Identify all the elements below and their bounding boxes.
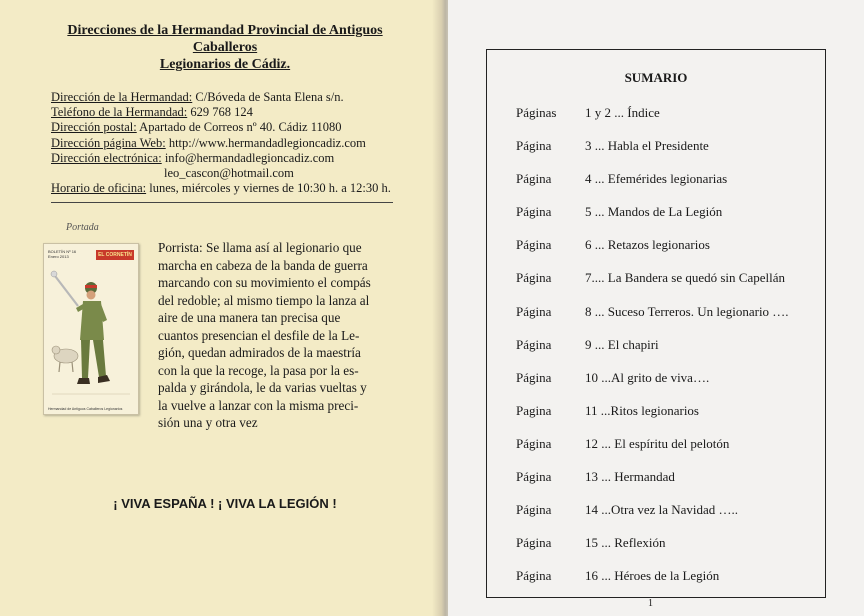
toc-entry: 15 ... Reflexión [585,535,666,551]
divider [51,202,393,203]
toc-label: Página [516,535,552,551]
text-line: gión, quedan admirados de la maestría [158,345,361,360]
toc-item [487,502,825,535]
toc-item [487,304,825,337]
toc-entry: 3 ... Habla el Presidente [585,138,709,154]
toc-label: Página [516,336,552,352]
toc-item [487,568,825,601]
text-line: sión una y otra vez [158,415,258,430]
toc-item [487,535,825,568]
text-line: marcando con su movimiento el compás [158,275,371,290]
toc-entry: 7.... La Bandera se quedó sin Capellán [585,270,785,286]
text-line: con la que la recoge, la pasa por la es- [158,362,359,378]
legionnaire-illustration [44,244,138,414]
contact-label: Dirección de la Hermandad: [51,90,193,104]
toc-item [487,138,825,171]
contact-value: 629 768 124 [187,105,253,120]
toc-entry: 4 ... Efemérides legionarias [585,171,728,187]
toc-item [487,270,825,303]
contact-value: lunes, miércoles y viernes de 10:30 h. a 12:30 h. [146,181,391,196]
toc-entry: 16 ... Héroes de la Legión [585,568,720,584]
text-line: cuantos presencian el desfile de la Le- [158,327,360,343]
toc-label: Página [516,435,552,451]
toc-label: Página [516,303,552,319]
cover-thumbnail [43,243,139,415]
toc-label: Página [516,469,552,485]
text-line: aire de una manera tan precisa que [158,310,341,325]
toc-entry: 9 ... El chapiri [585,336,659,352]
toc-label: Página [516,369,552,385]
slogan: ¡ VIVA ESPAÑA ! ¡ VIVA LA LEGIÓN ! [113,496,337,511]
page-number: 1 [648,598,653,609]
toc-entry: 13 ... Hermandad [585,469,675,485]
contact-postal [51,120,421,135]
toc-item [487,171,825,204]
title-line: Caballeros [192,40,258,55]
title-line: Legionarios de Cádiz. [159,57,291,72]
text-line: del redoble; al mismo tiempo la lanza al [158,292,370,308]
contact-value: C/Bóveda de Santa Elena s/n. [192,90,344,104]
contact-email-2 [51,166,421,181]
porrista-text [158,239,394,432]
title-line: Direcciones de la Hermandad Provincial de Antiguos [67,23,383,38]
contact-hours [51,181,421,196]
toc-label: Página [516,270,552,286]
toc-label: Página [516,568,552,584]
contact-block [51,90,421,196]
contact-label: Horario de oficina: [51,181,147,196]
text-line: marcha en cabeza de la banda de guerra [158,257,368,273]
toc-label: Página [516,237,552,253]
toc-label: Páginas [516,105,557,120]
toc-label: Página [516,502,552,518]
sumario-title: SUMARIO [624,70,688,85]
contact-value: leo_cascon@hotmail.com [164,166,294,181]
contact-address [51,90,421,105]
toc-entry: 10 ...Al grito de viva…. [585,369,710,385]
page-title [40,22,410,73]
contact-label: Dirección postal: [51,120,137,135]
toc-label: Página [516,138,552,154]
contact-value: info@hermandadlegioncadiz.com [161,150,335,165]
contact-phone [51,105,421,120]
text-line: la vuelve a lanzar con la misma preci- [158,397,359,413]
contact-value: http://www.hermandadlegioncadiz.com [165,135,366,150]
toc-list [487,105,825,601]
portada-label: Portada [66,222,99,233]
text-line: palda y girándola, le da varias vueltas y [158,380,367,395]
contact-label: Teléfono de la Hermandad: [51,105,188,120]
toc-item [487,469,825,502]
text-line: Porrista: Se llama así al legionario que [158,240,362,255]
contact-email [51,151,421,166]
toc-item [487,370,825,403]
sumario-box [486,49,826,598]
contact-value: Apartado de Correos nº 40. Cádiz 11080 [136,120,342,135]
toc-entry: 5 ... Mandos de La Legión [585,204,723,220]
toc-item [487,337,825,370]
toc-entry: 12 ... El espíritu del pelotón [585,435,730,451]
cover-issue-line: Enero 2013 [48,254,69,259]
toc-item [487,403,825,436]
toc-label: Página [516,171,552,187]
cover-issue-line: BOLETÍN Nº 16 [48,249,77,254]
contact-web [51,136,421,151]
cover-brand: EL CORNETÍN [96,250,134,260]
contact-label: Dirección página Web: [51,135,166,150]
toc-label: Pagina [516,402,552,418]
toc-entry: 1 y 2 ... Índice [585,105,660,120]
contact-label: Dirección electrónica: [51,150,162,165]
toc-label: Página [516,204,552,220]
toc-entry: 8 ... Suceso Terreros. Un legionario …. [585,303,789,319]
toc-item [487,105,825,138]
toc-entry: 11 ...Ritos legionarios [585,402,699,418]
toc-entry: 14 ...Otra vez la Navidad ….. [585,502,739,518]
toc-entry: 6 ... Retazos legionarios [585,237,710,253]
toc-item [487,237,825,270]
toc-item [487,436,825,469]
cover-footer: Hermandad de Antiguos Caballeros Legionarios [48,407,123,411]
toc-item [487,204,825,237]
